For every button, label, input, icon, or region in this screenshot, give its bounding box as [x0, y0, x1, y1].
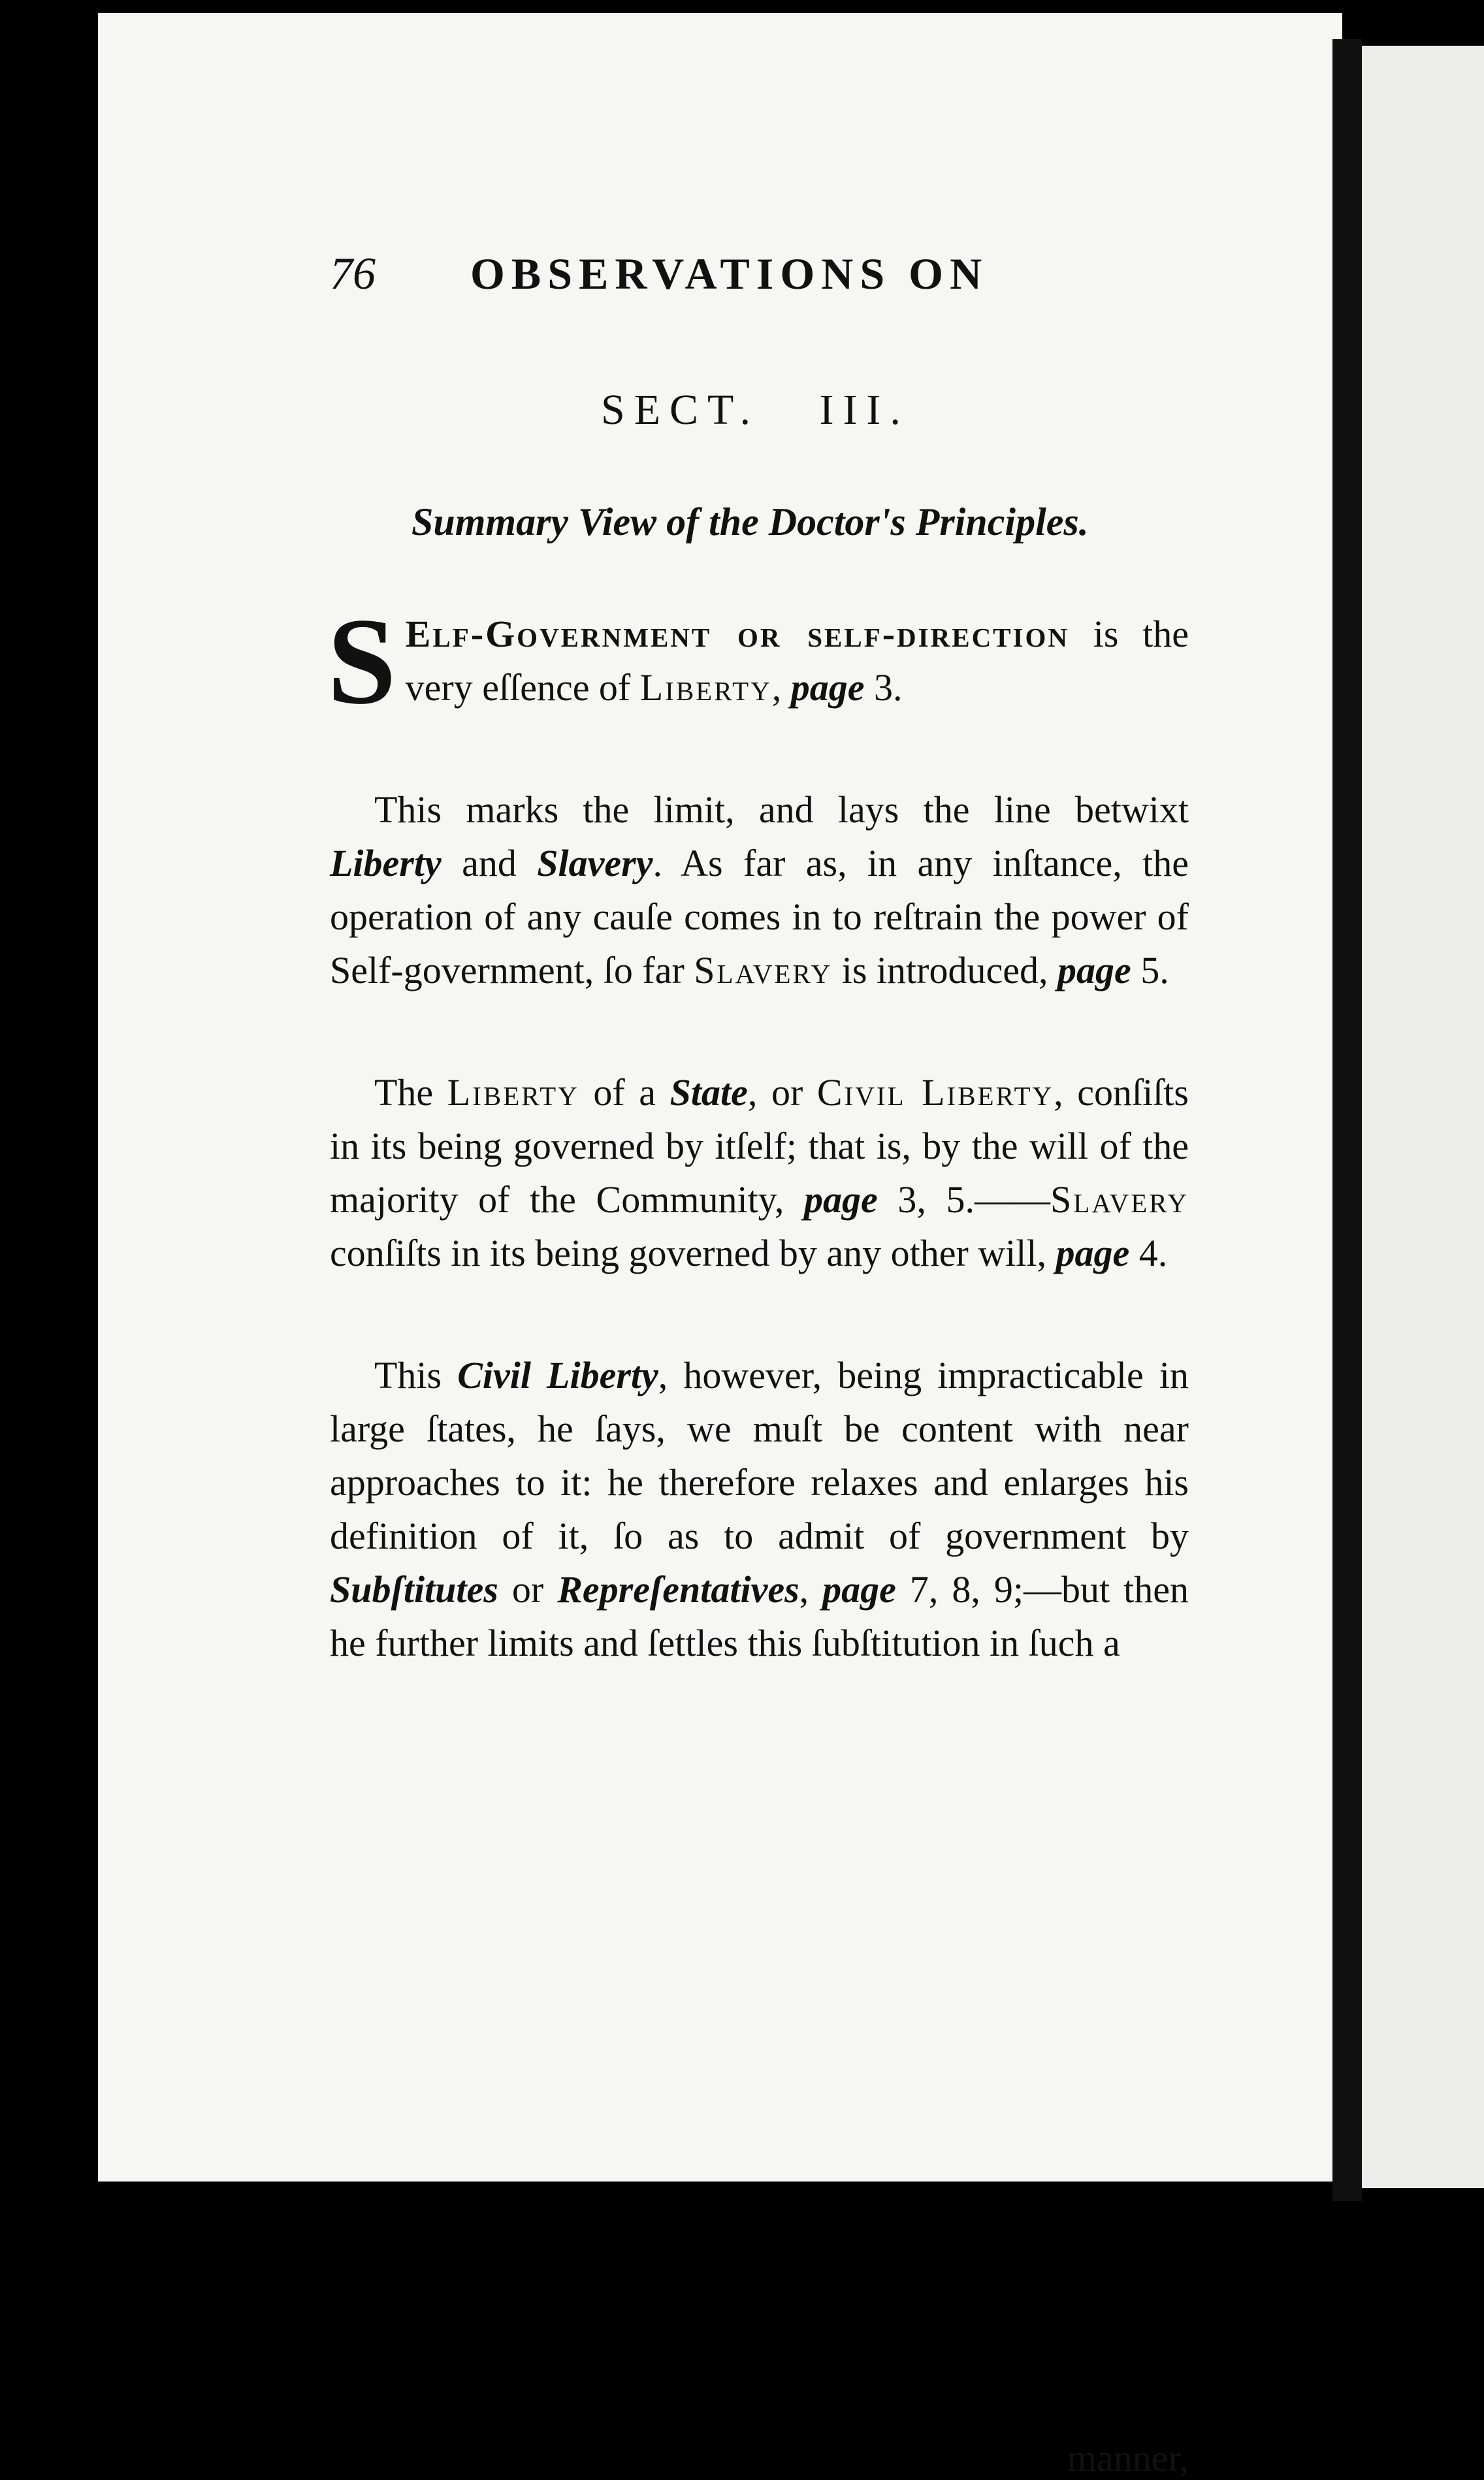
text-run: 3, 5.—— — [877, 1178, 1051, 1221]
small-caps-run: Civil Liberty — [816, 1071, 1054, 1114]
catchword: manner, — [1067, 2437, 1189, 2479]
body-text — [327, 593, 1189, 2479]
text-run: The — [374, 1071, 447, 1114]
small-caps-run: Liberty — [639, 666, 772, 709]
book-gutter — [1332, 39, 1362, 2201]
caps-phrase: Elf-Government or self-direction — [405, 613, 1069, 655]
text-run: , however, being impracticable in large ſtates, he ſays, we muſt be content with near approaches to it: he therefore relaxes and enlarges his definition of it, ſo as to admit of government by — [330, 1354, 1189, 1557]
small-caps-run: Slavery — [1050, 1178, 1189, 1221]
page-number: 76 — [330, 249, 376, 299]
text-run: 4. — [1129, 1232, 1168, 1274]
text-run: of a — [579, 1071, 670, 1114]
paragraph-2 — [330, 783, 1189, 997]
running-title: OBSERVATIONS ON — [470, 249, 989, 298]
text-run: 5. — [1131, 949, 1169, 991]
facing-page-edge — [1362, 46, 1484, 2188]
italic-run: Repreſentatives — [557, 1568, 799, 1611]
running-head — [330, 248, 1081, 307]
text-run: . As far as, in any inſtance, the operation of any cauſe comes in to reſtrain the power of Self-government, ſo far — [330, 842, 1189, 991]
text-run: is introduced, — [832, 949, 1057, 991]
text-run: , conſiſts in its being governed by itſelf; that is, by the will of the majority of the Community, — [330, 1071, 1189, 1221]
drop-cap: S — [327, 593, 396, 730]
italic-run: Subſtitutes — [330, 1568, 498, 1611]
text-run: 3. — [864, 666, 903, 709]
text-run: This marks the limit, and lays the line betwixt — [374, 788, 1189, 831]
text-run: , — [771, 666, 791, 709]
italic-run: Slavery — [537, 842, 653, 884]
text-run: 7, 8, 9;—but then he further limits and ſettles this ſubſtitution in ſuch a — [330, 1568, 1189, 1664]
section-subtitle: Summary View of the Doctor's Principles. — [411, 500, 1089, 543]
text-run: or — [498, 1568, 558, 1611]
paragraph-4 — [330, 1349, 1189, 1670]
section-heading: SECT. III. — [601, 386, 910, 434]
text-run: This — [374, 1354, 458, 1396]
paragraph-1 — [327, 593, 1189, 730]
italic-run: page — [790, 666, 865, 709]
italic-run: page — [1057, 949, 1131, 991]
italic-run: Liberty — [330, 842, 442, 884]
text-run: and — [441, 842, 538, 884]
italic-run: page — [1056, 1232, 1130, 1274]
italic-run: Civil Liberty — [457, 1354, 658, 1396]
paragraph-3 — [330, 1066, 1189, 1280]
text-run: is the very eſſence of — [405, 613, 1189, 709]
italic-run: page — [822, 1568, 896, 1611]
text-run: , — [799, 1568, 823, 1611]
text-run: , or — [747, 1071, 817, 1114]
small-caps-run: Slavery — [694, 949, 833, 991]
text-run: conſiſts in its being governed by any other will, — [330, 1232, 1056, 1274]
small-caps-run: Liberty — [447, 1071, 579, 1114]
italic-run: page — [804, 1178, 878, 1221]
italic-run: State — [669, 1071, 748, 1114]
